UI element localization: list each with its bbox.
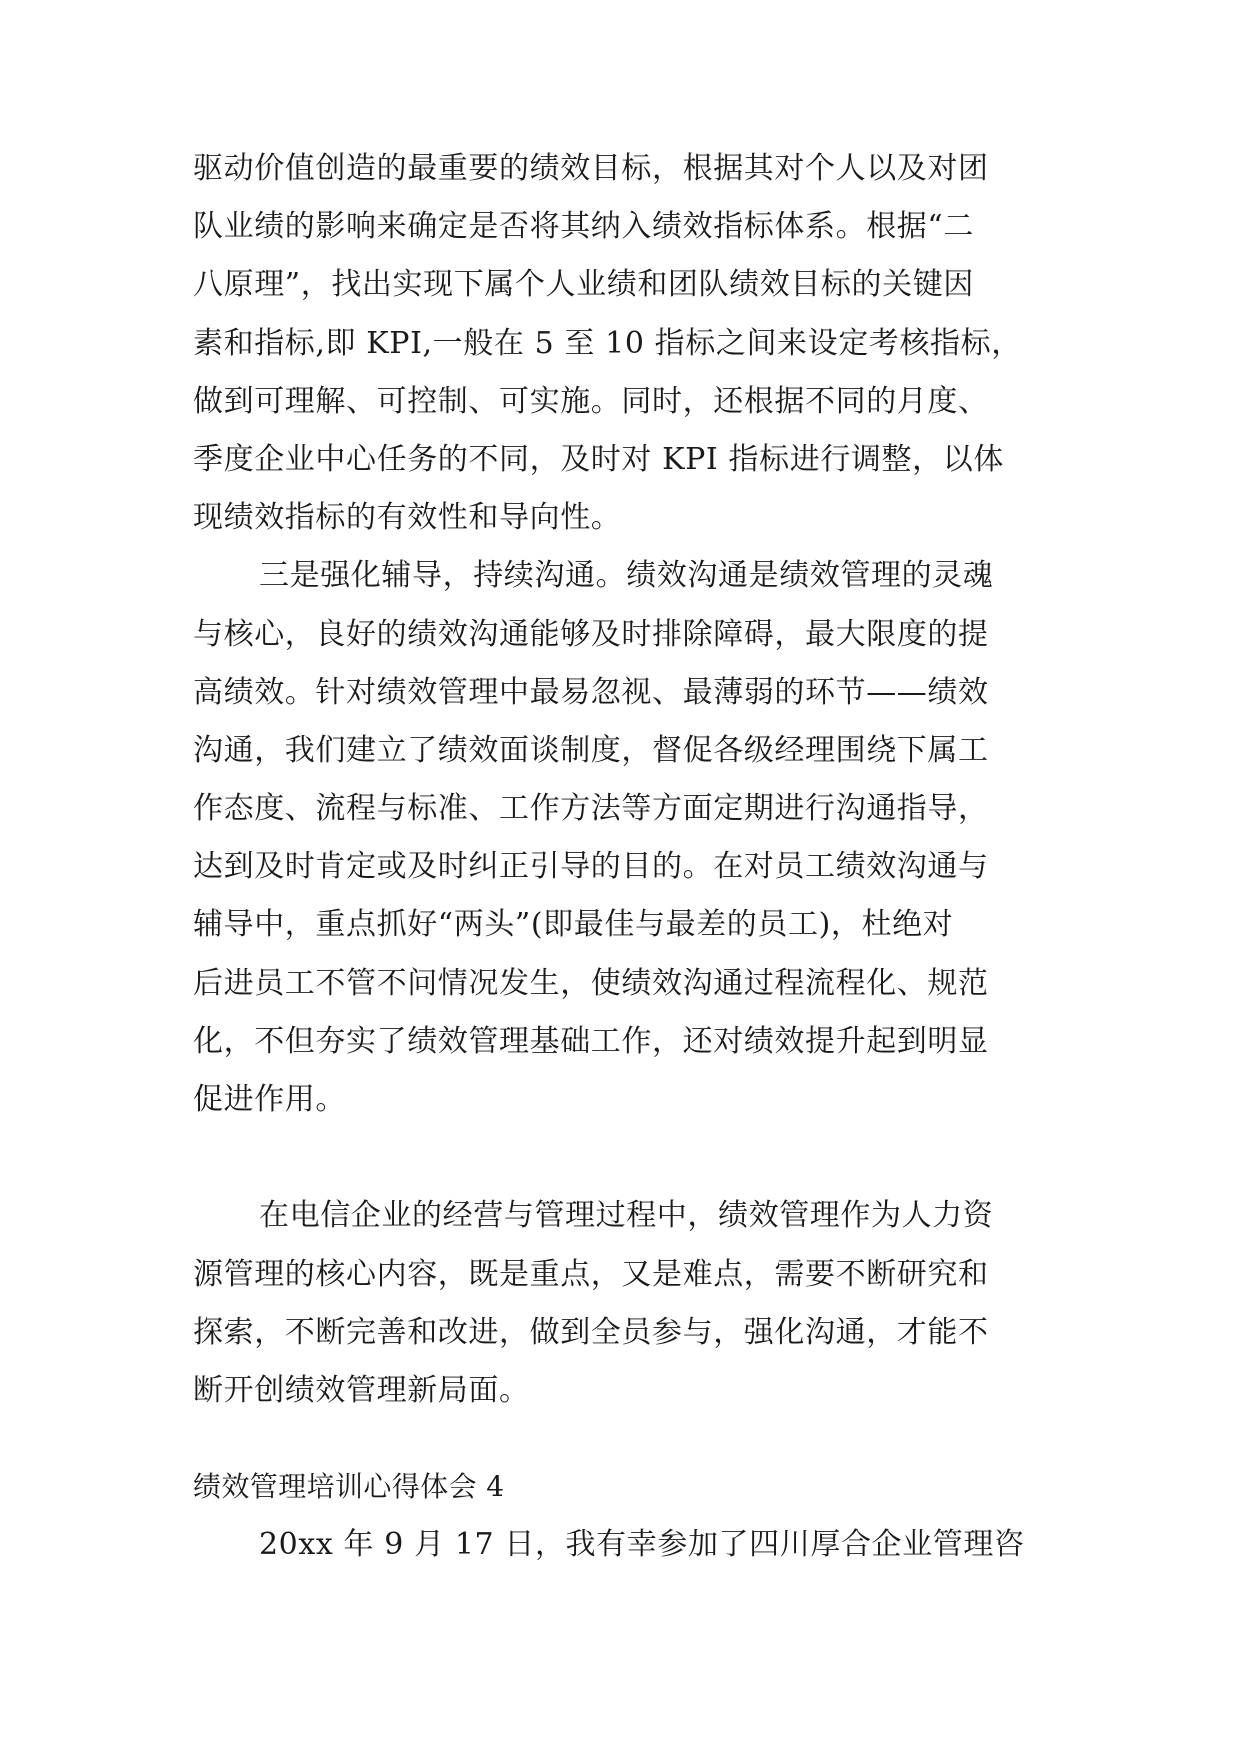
text-line: 三是强化辅导，持续沟通。绩效沟通是绩效管理的灵魂	[259, 558, 994, 594]
paragraph-conclusion	[193, 1187, 1055, 1420]
text-line: 断开创绩效管理新局面。	[193, 1372, 530, 1408]
document-body	[193, 140, 1055, 1574]
text-line: 源管理的核心内容，既是重点，又是难点，需要不断研究和	[193, 1256, 989, 1292]
text-line: 达到及时肯定或及时纠正引导的目的。在对员工绩效沟通与	[193, 849, 989, 885]
text-line: 高绩效。针对绩效管理中最易忽视、最薄弱的环节——绩效	[193, 674, 989, 710]
text-line: 现绩效指标的有效性和导向性。	[193, 500, 622, 536]
paragraph-opening	[193, 1516, 1055, 1574]
text-line: 作态度、流程与标准、工作方法等方面定期进行沟通指导，	[193, 791, 989, 827]
text-line: 探索，不断完善和改进，做到全员参与，强化沟通，才能不	[193, 1314, 989, 1350]
text-line: 辅导中，重点抓好“两头”(即最佳与最差的员工)，杜绝对	[193, 907, 954, 943]
section-heading: 绩效管理培训心得体会 4	[193, 1470, 505, 1504]
text-line: 素和指标,即 KPI,一般在 5 至 10 指标之间来设定考核指标，	[193, 325, 1022, 361]
text-line: 化，不但夯实了绩效管理基础工作，还对绩效提升起到明显	[193, 1023, 989, 1059]
text-line	[193, 1129, 1055, 1187]
text-line: 促进作用。	[193, 1082, 346, 1117]
paragraph-communication	[193, 547, 1055, 1187]
text-line: 做到可理解、可控制、可实施。同时，还根据不同的月度、	[193, 383, 989, 419]
text-line: 沟通，我们建立了绩效面谈制度，督促各级经理围绕下属工	[193, 732, 989, 768]
text-line: 队业绩的影响来确定是否将其纳入绩效指标体系。根据“二	[193, 209, 974, 245]
text-line: 20xx 年 9 月 17 日，我有幸参加了四川厚合企业管理咨	[259, 1527, 1025, 1563]
text-line: 八原理”，找出实现下属个人业绩和团队绩效目标的关键因	[193, 267, 974, 303]
text-line: 驱动价值创造的最重要的绩效目标，根据其对个人以及对团	[193, 151, 989, 186]
text-line: 季度企业中心任务的不同，及时对 KPI 指标进行调整，以体	[193, 441, 1004, 477]
paragraph-kpi-indicators	[193, 140, 1055, 547]
text-line: 后进员工不管不问情况发生，使绩效沟通过程流程化、规范	[193, 965, 989, 1001]
text-line: 与核心，良好的绩效沟通能够及时排除障碍，最大限度的提	[193, 616, 989, 652]
text-line: 在电信企业的经营与管理过程中，绩效管理作为人力资	[259, 1198, 994, 1234]
